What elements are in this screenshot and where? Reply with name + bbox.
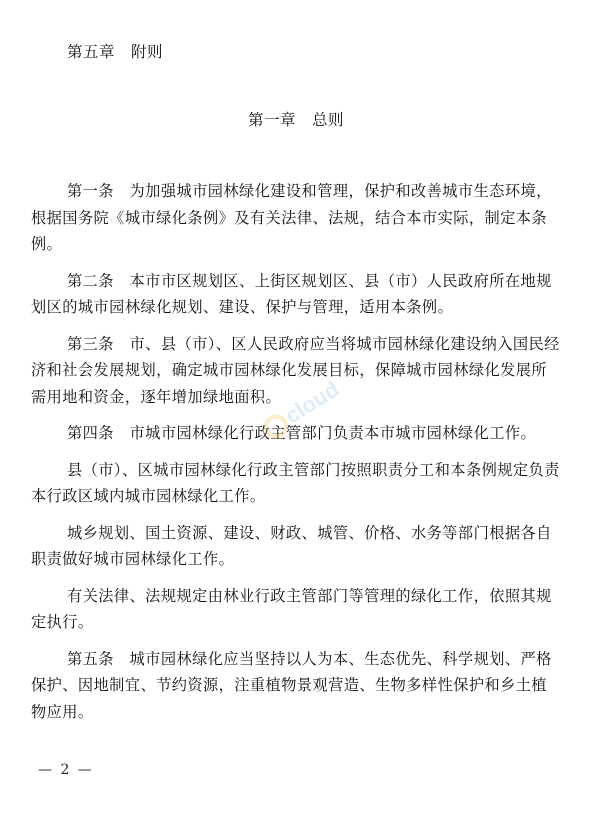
paragraph-line: 需用地和资金，逐年增加绿地面积。 bbox=[31, 387, 282, 406]
paragraph-line: 职责做好城市园林绿化工作。 bbox=[31, 550, 235, 568]
article-paragraph-2 bbox=[31, 268, 557, 321]
paragraph-line: 县（市）、区城市园林绿化行政主管部门按照职责分工和本条例规定负责 bbox=[67, 460, 560, 479]
paragraph-line: 第一条 为加强城市园林绿化建设和管理，保护和改善城市生态环境， bbox=[67, 182, 552, 200]
paragraph-line: 根据国务院《城市绿化条例》及有关法律、法规，结合本市实际，制定本条 bbox=[31, 208, 548, 227]
body-text bbox=[31, 178, 560, 735]
chapter-heading: 第一章 总则 bbox=[247, 111, 344, 129]
paragraph-line: 第三条 市、县（市）、区人民政府应当将城市园林绿化建设纳入国民经 bbox=[67, 334, 560, 353]
paragraph-line: 城乡规划、国土资源、建设、财政、城管、价格、水务等部门根据各自 bbox=[67, 523, 552, 542]
article-paragraph-7 bbox=[31, 583, 557, 636]
paragraph-line: 例。 bbox=[31, 235, 63, 253]
paragraph-line: 本行政区域内城市园林绿化工作。 bbox=[31, 487, 266, 505]
article-paragraph-5 bbox=[31, 457, 560, 510]
watermark-text: cloud bbox=[280, 376, 344, 429]
paragraph-line: 第五条 城市园林绿化应当坚持以人为本、生态优先、科学规划、严格 bbox=[67, 649, 552, 668]
article-paragraph-8 bbox=[31, 646, 557, 726]
paragraph-line: 济和社会发展规划，确定城市园林绿化发展目标，保障城市园林绿化发展所 bbox=[31, 361, 548, 379]
paragraph-line: 保护、因地制宜、节约资源，注重植物景观营造、生物多样性保护和乡土植 bbox=[31, 676, 548, 694]
paragraph-line: 划区的城市园林绿化规划、建设、保护与管理，适用本条例。 bbox=[31, 298, 454, 316]
paragraph-line: 定执行。 bbox=[31, 613, 94, 631]
page-number: — 2 — bbox=[38, 762, 94, 778]
paragraph-line: 第四条 市城市园林绿化行政主管部门负责本市城市园林绿化工作。 bbox=[67, 424, 537, 442]
paragraph-line: 物应用。 bbox=[31, 702, 94, 721]
toc-chapter-five: 第五章 附则 bbox=[67, 43, 164, 61]
article-paragraph-1 bbox=[31, 178, 557, 258]
article-paragraph-6 bbox=[31, 520, 557, 573]
paragraph-line: 有关法律、法规规定由林业行政主管部门等管理的绿化工作，依照其规 bbox=[67, 586, 552, 605]
paragraph-line: 第二条 本市市区规划区、上街区规划区、县（市）人民政府所在地规 bbox=[67, 271, 552, 290]
